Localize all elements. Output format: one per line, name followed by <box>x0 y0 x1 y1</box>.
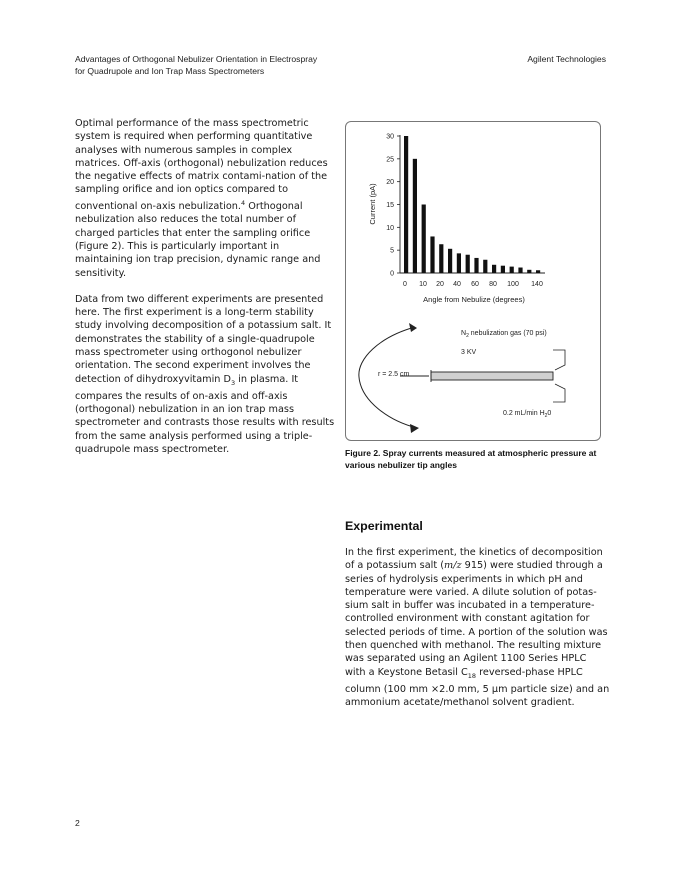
nebulizer-needle <box>431 372 553 380</box>
gas-label: $N_2$ nebulization gas (70 psi) <box>461 330 547 339</box>
y-tick-group <box>386 134 400 278</box>
intro-p2a-text: Data from two different experiments are presented here. The first experiment is a long-term stability study involving decomposition of a potassium salt. It demonstrates the stability of a single-quadrupole mass spectrometer using orthogonol nebulizer orientation. The second experiment involves the detection of dihydroxyvitamin D <box>75 293 332 385</box>
running-header-title <box>75 54 355 77</box>
x-tick-label: 100 <box>507 281 519 288</box>
x-tick-label: 80 <box>489 281 497 288</box>
arc-arrowhead-top <box>409 323 417 332</box>
y-axis-label: Current (pA) <box>368 183 377 225</box>
header-company: Agilent Technologies <box>527 54 606 64</box>
y-tick-label: 0 <box>390 270 394 278</box>
exp-text-a: In the first experiment, the kinetics of decomposition of a potassium salt ( <box>345 547 603 572</box>
x-tick-label: 10 <box>419 281 427 288</box>
page-number: 2 <box>75 818 80 828</box>
bar <box>536 270 540 273</box>
bar <box>413 159 417 273</box>
experimental-paragraph <box>345 546 610 710</box>
header-title-line2: for Quadrupole and Ion Trap Mass Spectrometers <box>75 65 265 76</box>
exp-text-b: 915) were studied through a series of hydrolysis experiments in which pH and temperature were varied. A dilute solution of potas-sium salt in buffer was incubated in a temperature-controlled environment with constant agitation for selected periods of time. A portion of the solution was then quenched with methanol. The resulting mixture was separated using an Agilent 1100 Series HPLC with a Keystone Betasil C <box>345 560 608 678</box>
y-tick-label: 25 <box>386 156 394 164</box>
bar <box>422 205 426 274</box>
bar <box>404 136 408 273</box>
bar <box>466 255 470 273</box>
exp-text-c: reversed-phase HPLC column (100 mm ×2.0 mm, 5 µm particle size) and an ammonium acetate/methanol solvent gradient. <box>345 666 610 709</box>
arc-arrowhead-bottom <box>410 424 419 433</box>
bar <box>483 260 487 273</box>
flow-label: 0.2 mL/min $H_20$ <box>503 410 552 419</box>
bar <box>439 244 443 273</box>
intro-paragraph-1 <box>75 117 335 280</box>
header-title-line1: Advantages of Orthogonal Nebulizer Orientation in Electrospray <box>75 54 318 64</box>
bar <box>457 253 461 273</box>
figure-2-graphic <box>345 121 603 443</box>
x-tick-label: 20 <box>436 281 444 288</box>
x-tick-label: 0 <box>403 281 407 288</box>
nebulizer-diagram <box>359 323 565 433</box>
bar <box>527 270 531 273</box>
radius-label: r = 2.5 cm <box>378 371 410 378</box>
bar <box>430 236 434 273</box>
spray-current-chart <box>368 134 545 305</box>
y-tick-label: 5 <box>390 247 394 255</box>
x-tick-label: 140 <box>531 281 543 288</box>
mz-italic: m/z <box>444 560 462 572</box>
bar <box>492 265 496 273</box>
bar <box>501 266 505 273</box>
x-tick-group <box>403 281 543 288</box>
gas-inlet-arrow <box>553 350 565 370</box>
bar <box>448 249 452 273</box>
section-heading-experimental: Experimental <box>345 519 423 533</box>
c18-subscript: 18 <box>467 671 477 680</box>
intro-p1b-text: Orthogonal nebulization also reduces the total number of charged particles that enter the sampling orifice (Figure 2). This is particularly important in maintaining ion trap precision, dynamic range and sensitivity. <box>75 201 321 279</box>
bar-group <box>404 136 540 273</box>
bar <box>510 267 514 273</box>
y-tick-label: 10 <box>386 224 394 232</box>
y-tick-label: 20 <box>386 179 394 187</box>
x-tick-label: 40 <box>453 281 461 288</box>
y-tick-label: 30 <box>386 133 394 141</box>
intro-column <box>75 117 335 456</box>
intro-paragraph-2 <box>75 293 335 457</box>
bar <box>518 268 522 273</box>
liquid-inlet-arrow <box>553 384 565 402</box>
voltage-label: 3 KV <box>461 349 477 356</box>
d3-subscript: 3 <box>230 378 236 387</box>
figure-caption: Figure 2. Spray currents measured at atmospheric pressure at various nebulizer tip angles <box>345 448 597 470</box>
x-axis-label: Angle from Nebulize (degrees) <box>423 295 525 304</box>
y-tick-label: 15 <box>386 202 394 209</box>
bar <box>474 258 478 273</box>
intro-p2b-text: in plasma. It compares the results of on-axis and off-axis (orthogonal) nebulization in an ion trap mass spectrometer and contrasts those results with results from the same analysis performed using a triple-quadrupole mass spectrometer. <box>75 373 335 455</box>
x-tick-label: 60 <box>471 281 479 288</box>
reference-4: 4 <box>240 198 246 207</box>
intro-p1-text: Optimal performance of the mass spectrometric system is required when performing quantitative analyses with numerous samples in complex matrices. Off-axis (orthogonal) nebulization reduces the negative effects of matrix contami-nation of the sampling orifice and ion optics compared to conventional on-axis nebulization. <box>75 118 328 213</box>
